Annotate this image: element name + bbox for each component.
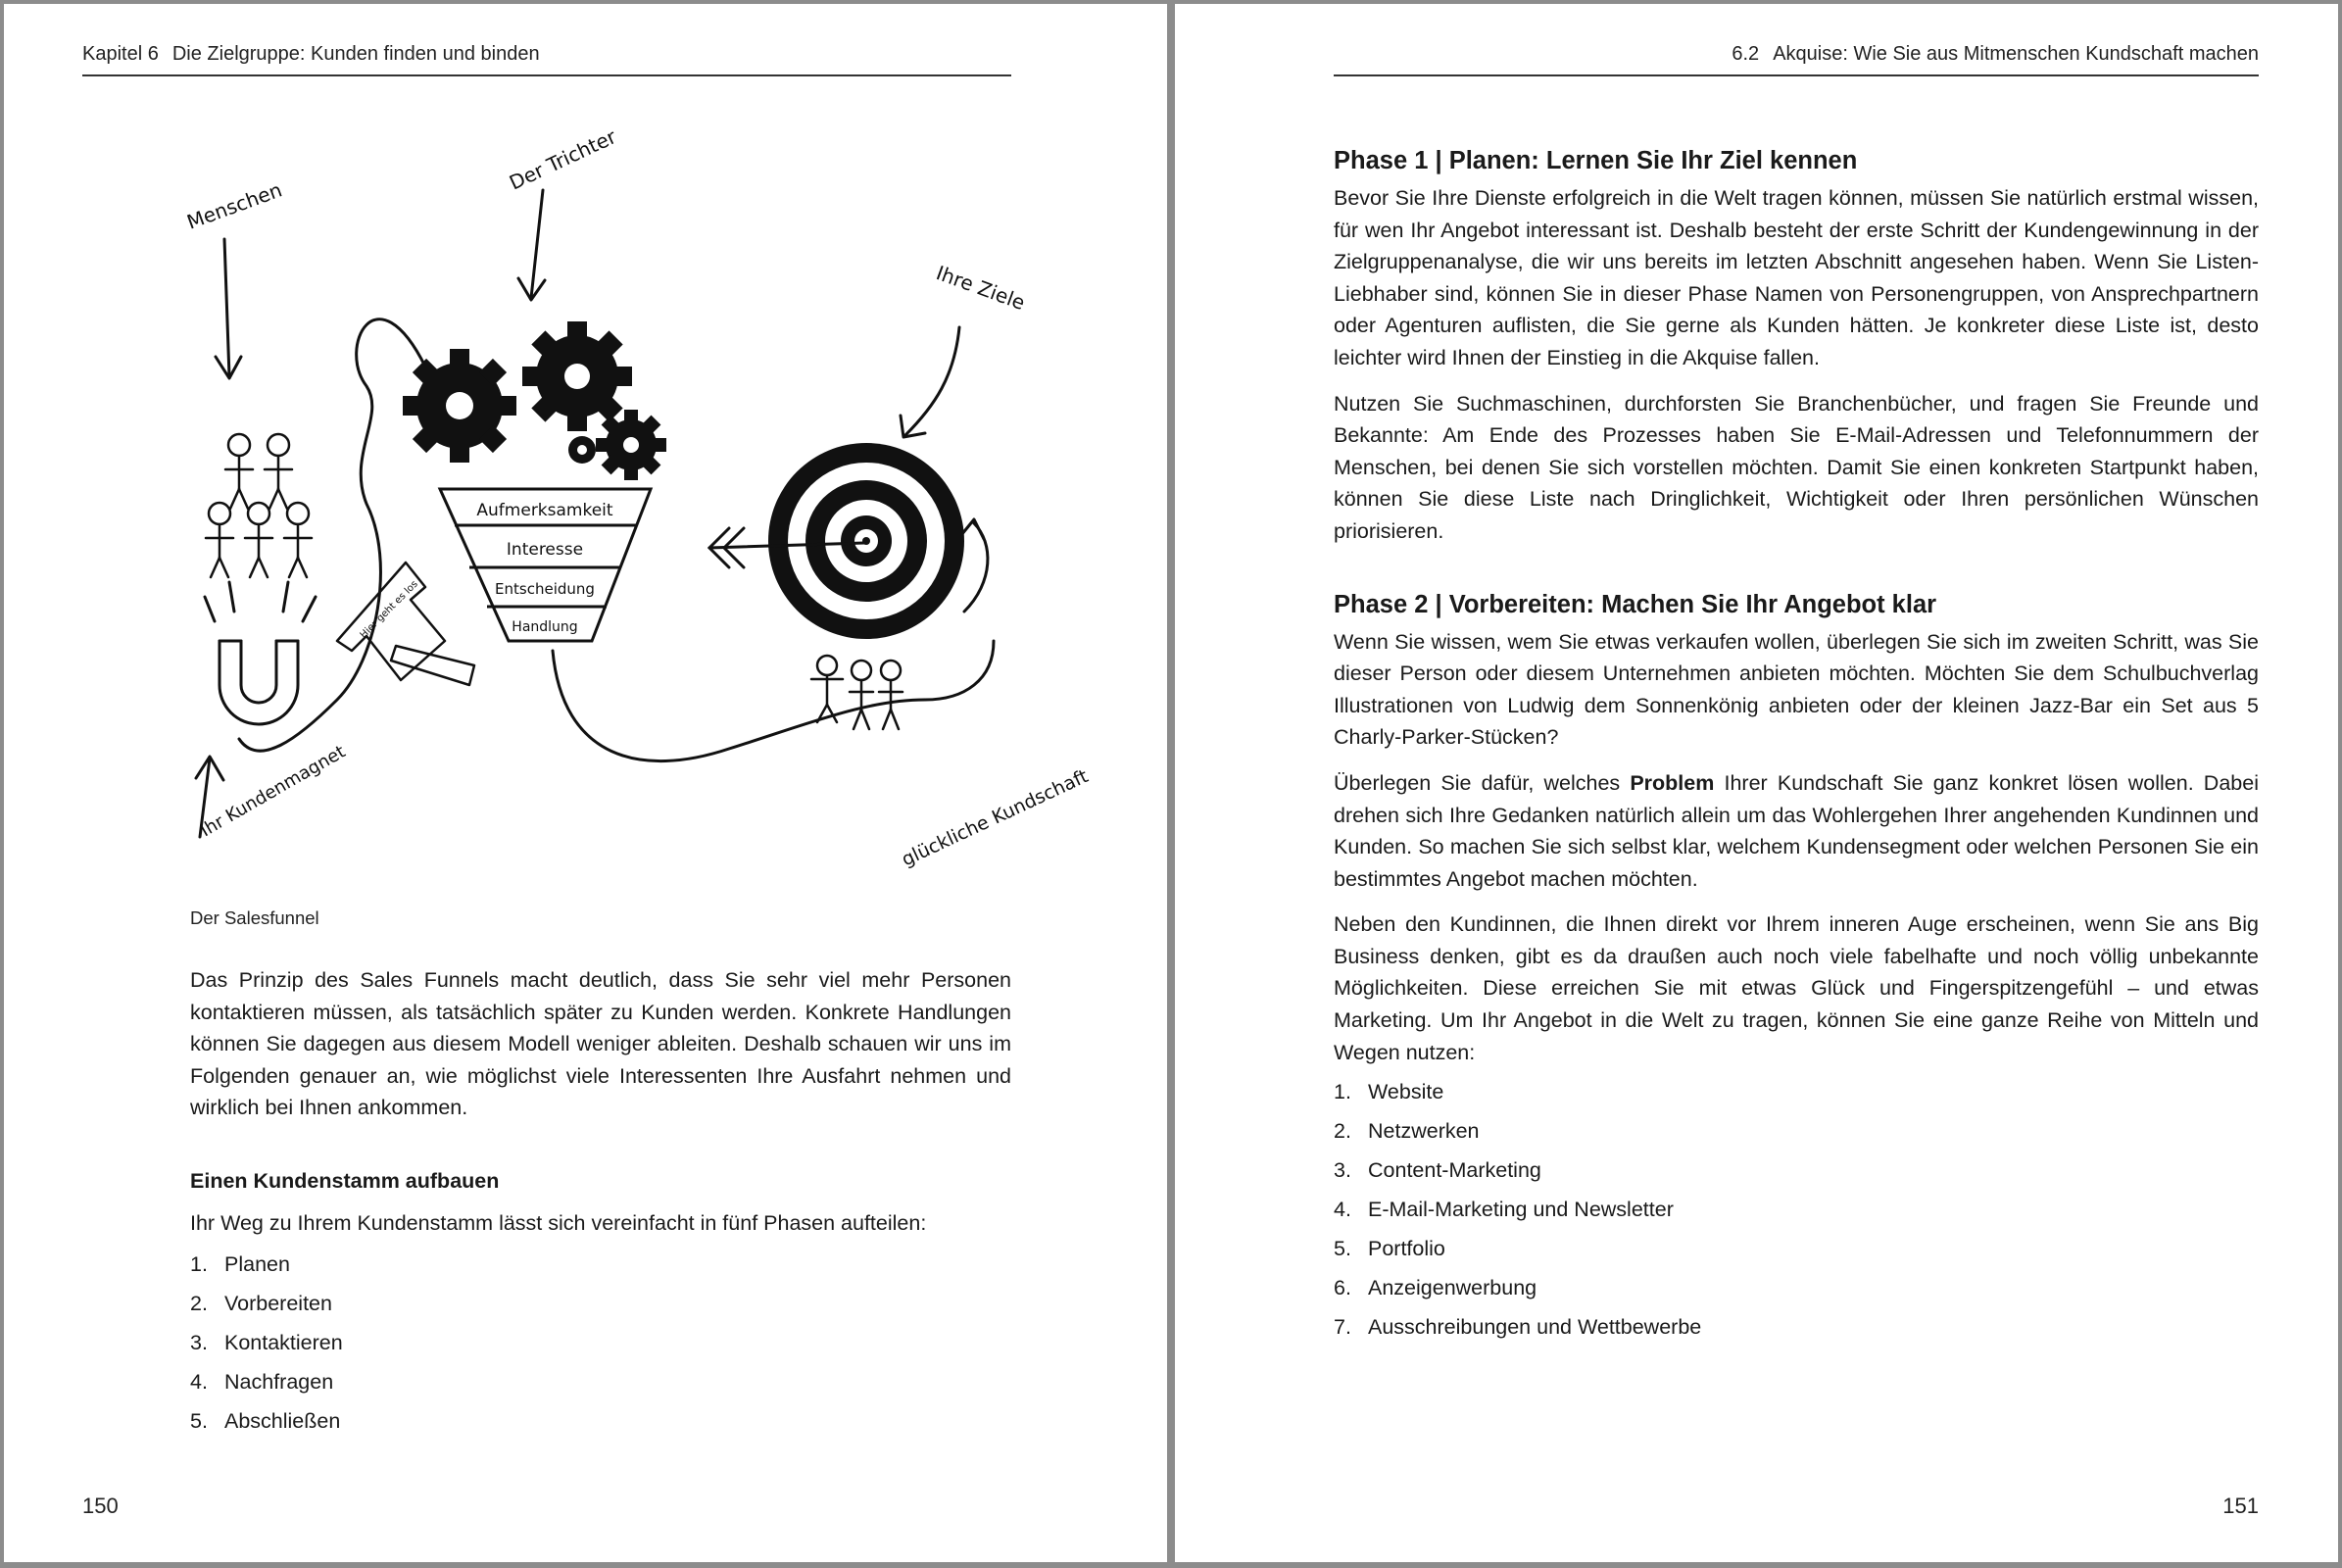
list-item: 7. Ausschreibungen und Wettbewerbe (1334, 1315, 1702, 1340)
right-body (1334, 143, 2259, 1347)
list-item: 5. Portfolio (1334, 1237, 1445, 1261)
list-item: 6. Anzeigenwerbung (1334, 1276, 1537, 1300)
left-body (190, 964, 1011, 1441)
left-page (4, 4, 1167, 1562)
chapter-number: Kapitel 6 (82, 43, 159, 65)
funnel-stage-4: Handlung (512, 619, 578, 635)
section-number: 6.2 (1732, 43, 1760, 65)
running-head-left (82, 43, 540, 66)
bold-problem: Problem (1630, 770, 1715, 795)
people-group-icon (206, 434, 312, 577)
salesfunnel-illustration (180, 124, 1092, 906)
phase2-paragraph-3: Neben den Kundinnen, die Ihnen direkt vor Ihrem inneren Auge erscheinen, wenn Sie ans Big Business denken, gibt es da draußen auch noch viele fabelhafte und noch völlig unbekannte Möglichkeiten. Diese erreichen Sie mit etwas Glück und Fingerspitzengefühl – und etwas Marketing. Um Ihr Angebot in die Welt zu tragen, können Sie eine ganze Reihe von Mitteln und Wegen nutzen: (1334, 912, 2259, 1064)
phase1-paragraph-1: Bevor Sie Ihre Dienste erfolgreich in die Welt tragen können, müssen Sie natürlich erstmal wissen, für wen Ihr Angebot interessant ist. Deshalb besteht der erste Schritt der Kundengewinnung in der Zielgruppenanalyse, die wir uns bereits im letzten Abschnitt angesehen haben. Wenn Sie Listen-Liebhaber sind, können Sie in dieser Phase Namen von Personengruppen, von Ansprechpartnern oder Agenturen auflisten, die Sie gerne als Kunden hätten. Je konkreter diese Liste ist, desto leichter wird Ihnen der Einstieg in die Akquise fallen. (1334, 186, 2259, 369)
connector-line-left (239, 319, 425, 751)
funnel-stage-2: Interesse (506, 540, 584, 560)
label-ziele: Ihre Ziele (933, 261, 1029, 316)
funnel-stage-1: Aufmerksamkeit (476, 501, 613, 520)
arrow-menschen (224, 239, 229, 376)
page-number-left: 150 (82, 1494, 119, 1518)
list-item: 3. Kontaktieren (190, 1331, 343, 1355)
phase2-heading: Phase 2 | Vorbereiten: Machen Sie Ihr Angebot klar (1334, 590, 1937, 618)
list-item: 5. Abschließen (190, 1409, 341, 1434)
page-number-right: 151 (2222, 1494, 2259, 1518)
header-rule (1334, 74, 2259, 76)
funnel-stage-3: Entscheidung (495, 580, 595, 598)
phase2-paragraph-2: Überlegen Sie dafür, welches Problem Ihrer Kundschaft Sie ganz konkret lösen wollen. Dabei drehen sich Ihre Gedanken natürlich allein um das Wohlergehen Ihrer angehenden Kundinnen und Kunden. So machen Sie sich selbst klar, welchem Kundensegment oder welchen Personen Sie ein bestimmtes Angebot machen möchten. (1334, 770, 2259, 891)
signpost-label: Hier geht es los (358, 578, 420, 641)
list-item: 1. Website (1334, 1080, 1444, 1104)
phase1-paragraph-2: Nutzen Sie Suchmaschinen, durchforsten Sie Branchenbücher, und fragen Sie Freunde und Bekannte: Am Ende des Prozesses haben Sie E-Mail-Adressen und Telefonnummern der Menschen, bei denen Sie sich vorstellen möchten. Damit Sie einen konkreten Startpunkt haben, können Sie diese Liste nach Dringlichkeit, Wichtigkeit oder Ihren persönlichen Wünschen priorisieren. (1334, 391, 2259, 543)
phase2-paragraph-1: Wenn Sie wissen, wem Sie etwas verkaufen wollen, überlegen Sie sich im zweiten Schritt, was Sie dieser Person oder diesem Unternehmen anbieten möchten. Möchten Sie dem Schulbuchverlag Illustrationen von Ludwig dem Sonnenkönig anbieten oder der kleinen Jazz-Bar ein Set aus 5 Charly-Parker-Stücken? (1334, 629, 2259, 750)
phase-list (190, 1245, 1011, 1441)
list-item: 4. Nachfragen (190, 1370, 334, 1395)
gears-icon (403, 321, 666, 480)
label-kundenmagnet: Ihr Kundenmagnet (197, 741, 350, 842)
phase1-heading: Phase 1 | Planen: Lernen Sie Ihr Ziel kennen (1334, 147, 1858, 174)
figure-caption: Der Salesfunnel (190, 907, 319, 928)
list-item: 2. Vorbereiten (190, 1292, 332, 1316)
list-intro: Ihr Weg zu Ihrem Kundenstamm lässt sich vereinfacht in fünf Phasen aufteilen: (190, 1210, 927, 1235)
arrow-trichter (531, 190, 543, 298)
arrow-ziele (905, 327, 959, 435)
label-kundschaft: glückliche Kundschaft (898, 765, 1092, 871)
label-menschen: Menschen (183, 177, 285, 234)
subheading-kundenstamm: Einen Kundenstamm aufbauen (190, 1168, 500, 1193)
left-paragraph: Das Prinzip des Sales Funnels macht deutlich, dass Sie sehr viel mehr Personen kontaktieren müssen, als tatsächlich später zu Kunden werden. Konkrete Handlungen können Sie dagegen aus diesem Modell weniger ableiten. Deshalb schauen wir uns im Folgenden genauer an, wie möglichst viele Interessenten Ihre Ausfahrt nehmen und wirklich bei Ihnen ankommen. (190, 968, 1011, 1120)
header-rule (82, 74, 1011, 76)
marketing-channel-list (1334, 1072, 2259, 1347)
list-item: 3. Content-Marketing (1334, 1158, 1541, 1183)
list-item: 1. Planen (190, 1252, 290, 1277)
target-icon (768, 443, 964, 639)
list-item: 4. E-Mail-Marketing und Newsletter (1334, 1198, 1674, 1222)
chapter-title: Die Zielgruppe: Kunden finden und binden (171, 43, 540, 65)
list-item: 2. Netzwerken (1334, 1119, 1480, 1144)
connector-line-bottom (553, 641, 994, 761)
magnet-icon (205, 582, 316, 724)
signpost-icon (337, 563, 474, 685)
running-head-right (1732, 43, 2259, 66)
label-trichter: Der Trichter (505, 124, 620, 195)
right-page (1175, 4, 2338, 1562)
section-title: Akquise: Wie Sie aus Mitmenschen Kundschaft machen (1773, 43, 2259, 65)
